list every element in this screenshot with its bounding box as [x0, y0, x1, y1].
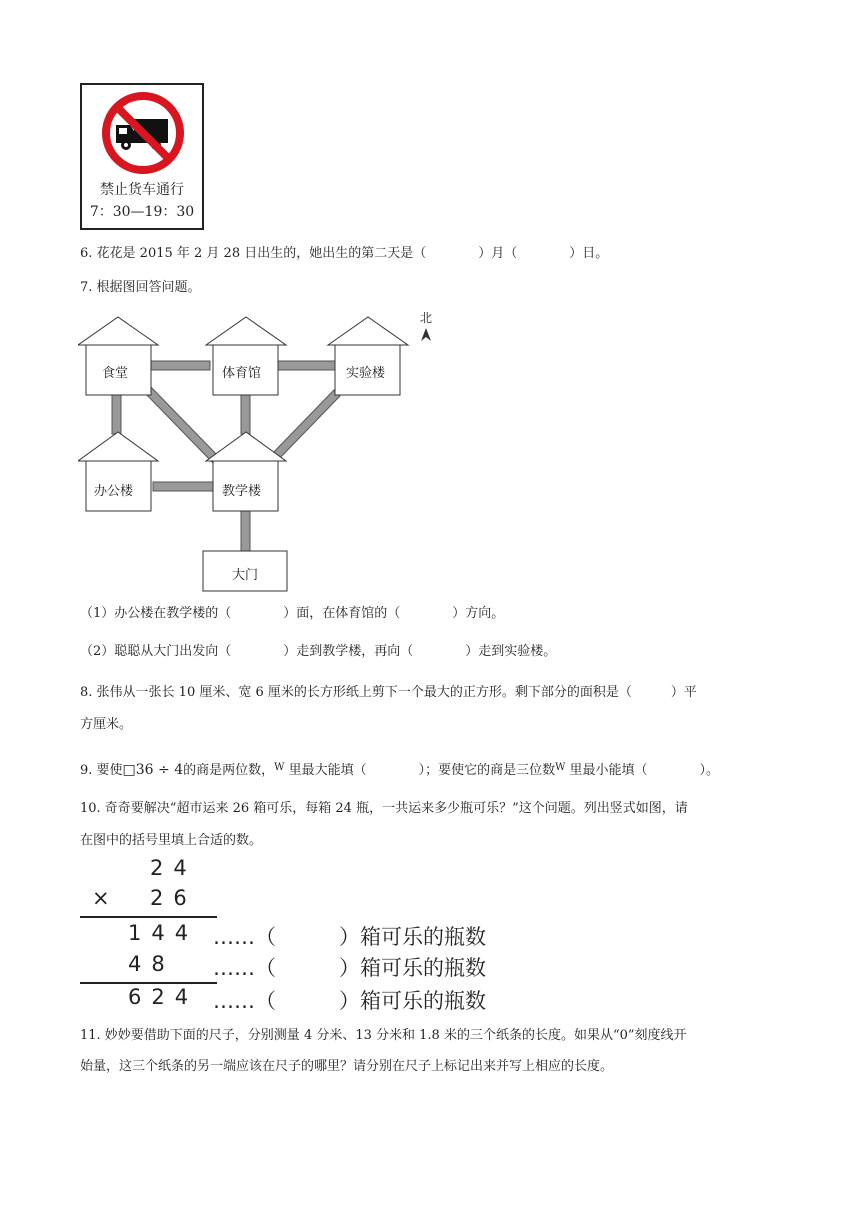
- label-lab: 实验楼: [346, 366, 386, 381]
- question-10-line-1: 10. 奇奇要解决“超市运来 26 箱可乐，每箱 24 瓶，一共运来多少瓶可乐？”这个问题。列出竖式如图，请: [80, 801, 688, 816]
- question-9: [80, 758, 719, 781]
- question-11-line-1: 11. 妙妙要借助下面的尺子，分别测量 4 分米、13 分米和 1.8 米的三个纸条的长度。如果从“0”刻度线开: [80, 1028, 687, 1043]
- calc-partial-1: 144: [128, 921, 199, 945]
- north-arrow-icon: [421, 328, 431, 341]
- question-6: 6. 花花是 2015 年 2 月 28 日出生的，她出生的第二天是（ ）月（ ）日。: [80, 246, 609, 261]
- label-canteen: 食堂: [102, 366, 129, 381]
- calc-note-3: ……（ ）箱可乐的瓶数: [213, 989, 486, 1013]
- question-8-line-2: 方厘米。: [80, 717, 133, 732]
- question-8-line-1: 8. 张伟从一张长 10 厘米、宽 6 厘米的长方形纸上剪下一个最大的正方形。剩下部分的面积是（ ）平: [80, 685, 697, 700]
- building-lab: [328, 317, 408, 395]
- q9-mid-3: 里最小能填（ ）。: [565, 763, 719, 778]
- question-7-title: 7. 根据图回答问题。: [80, 280, 201, 295]
- q9-mid-1: 的商是两位数，: [183, 763, 275, 778]
- building-gym: [206, 317, 286, 395]
- building-canteen: [78, 317, 158, 395]
- calc-line-1: [80, 916, 217, 918]
- label-teaching: 教学楼: [222, 484, 262, 499]
- calc-result: 624: [128, 985, 199, 1009]
- label-gate: 大门: [232, 568, 259, 583]
- calc-line-2: [80, 982, 217, 984]
- calc-multiplier: 26: [150, 886, 197, 910]
- no-trucks-sign: [80, 83, 204, 230]
- calc-note-2: ……（ ）箱可乐的瓶数: [213, 956, 486, 980]
- q9-expression: □36 ÷ 4: [122, 762, 184, 778]
- label-north: 北: [420, 311, 433, 325]
- calc-times-sign: ×: [92, 886, 110, 910]
- question-7-part-2: （2）聪聪从大门出发向（ ）走到教学楼，再向（ ）走到实验楼。: [80, 644, 557, 659]
- building-teaching: [206, 432, 286, 511]
- q9-mid-2: 里最大能填（ ）；要使它的商是三位数: [284, 763, 556, 778]
- sign-time: 7：30—19：30: [89, 204, 195, 220]
- calc-note-1: ……（ ）箱可乐的瓶数: [213, 925, 486, 949]
- no-trucks-icon: [98, 91, 188, 175]
- q9-box-2: W: [555, 762, 566, 773]
- sign-label: 禁止货车通行: [100, 182, 184, 198]
- question-11-line-2: 始量，这三个纸条的另一端应该在尺子的哪里？请分别在尺子上标记出来并写上相应的长度。: [80, 1059, 614, 1074]
- question-10-line-2: 在图中的括号里填上合适的数。: [80, 833, 263, 848]
- q9-box-1: W: [274, 762, 285, 773]
- label-gym: 体育馆: [222, 366, 262, 381]
- q9-prefix: 9. 要使: [80, 763, 123, 778]
- building-office: [78, 432, 158, 511]
- campus-map: [78, 308, 438, 598]
- label-office: 办公楼: [94, 484, 134, 499]
- question-7-part-1: （1）办公楼在教学楼的（ ）面，在体育馆的（ ）方向。: [80, 606, 505, 621]
- calc-partial-2: 48: [128, 952, 175, 976]
- calc-multiplicand: 24: [150, 856, 197, 880]
